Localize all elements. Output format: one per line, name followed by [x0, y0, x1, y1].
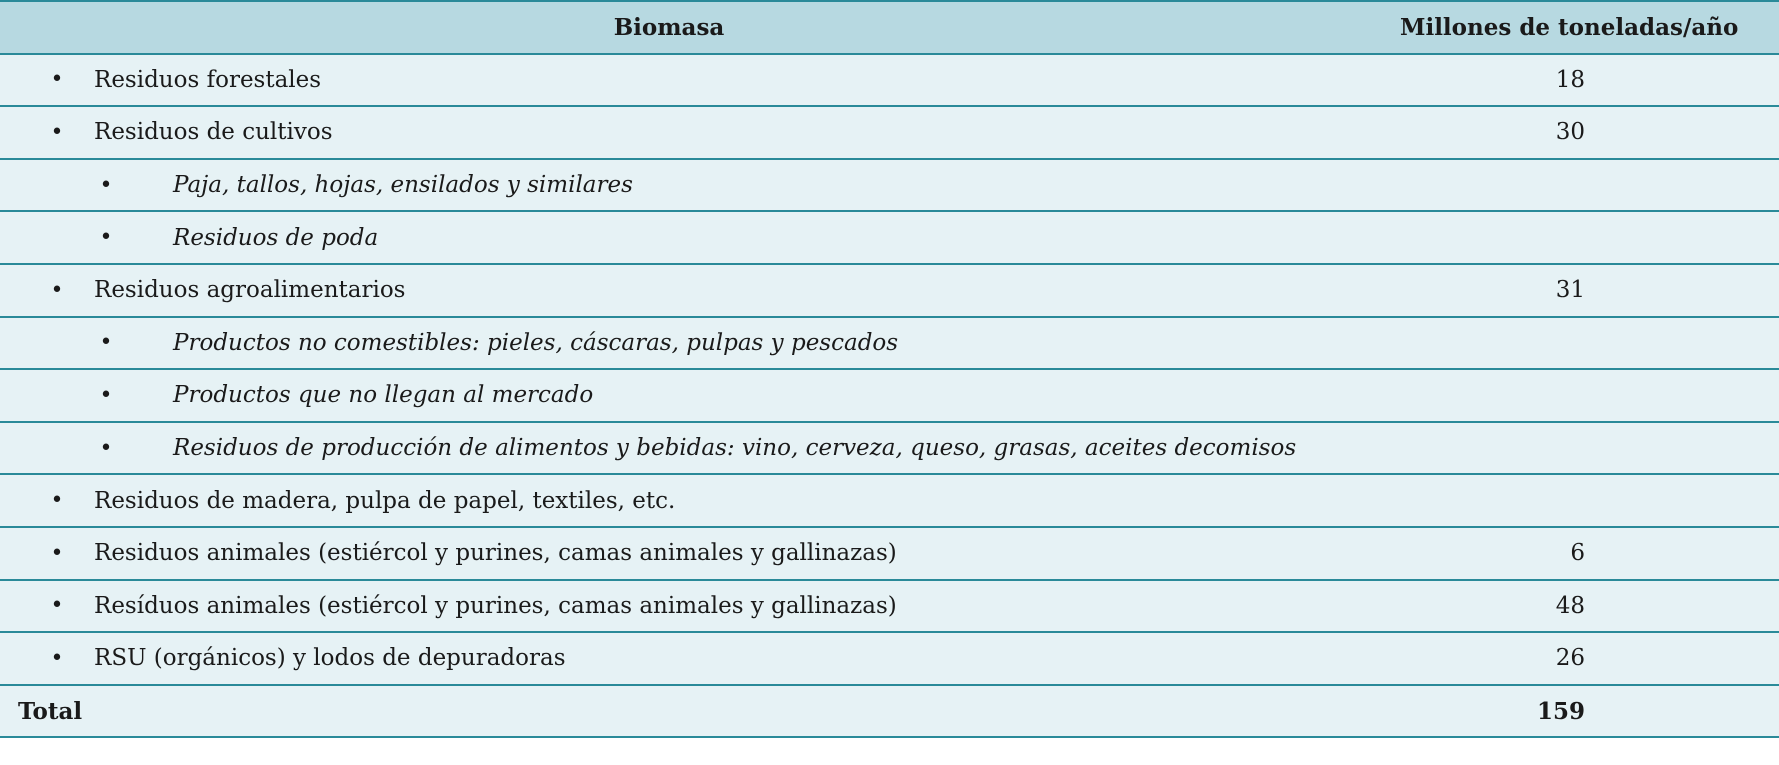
table-row	[0, 581, 1779, 634]
table-row	[0, 370, 1779, 423]
row-label: Productos que no llegan al mercado	[173, 382, 594, 409]
row-value: 48	[1555, 592, 1585, 619]
table-row	[0, 212, 1779, 265]
row-label: Residuos de madera, pulpa de papel, textiles, etc.	[94, 487, 676, 514]
bullet: •	[99, 382, 113, 408]
row-label: RSU (orgánicos) y lodos de depuradoras	[94, 645, 566, 672]
bullet: •	[50, 540, 64, 566]
table-row	[0, 528, 1779, 581]
row-label: Productos no comestibles: pieles, cáscaras, pulpas y pescados	[173, 329, 899, 356]
bullet: •	[50, 67, 64, 93]
bullet: •	[50, 488, 64, 514]
table-row	[0, 318, 1779, 371]
row-label: Residuos agroalimentarios	[94, 277, 406, 304]
row-value: 26	[1555, 645, 1585, 672]
row-label: Resíduos animales (estiércol y purines, camas animales y gallinazas)	[94, 592, 897, 619]
row-value: 18	[1555, 66, 1585, 93]
table-row	[0, 423, 1779, 476]
bullet: •	[50, 277, 64, 303]
row-label: Residuos de producción de alimentos y bebidas: vino, cerveza, queso, grasas, aceites decomisos	[173, 435, 1297, 462]
row-value: 30	[1555, 119, 1585, 146]
row-value: 31	[1555, 277, 1585, 304]
bullet: •	[99, 330, 113, 356]
row-label: Residuos de poda	[173, 224, 379, 251]
bullet: •	[99, 225, 113, 251]
bullet: •	[50, 119, 64, 145]
row-value: 6	[1570, 540, 1585, 567]
row-label: Residuos forestales	[94, 66, 322, 93]
bullet: •	[99, 435, 113, 461]
table-row	[0, 475, 1779, 528]
table-row	[0, 55, 1779, 108]
table-row	[0, 160, 1779, 213]
total-label: Total	[18, 697, 83, 725]
total-value: 159	[1536, 697, 1585, 725]
row-label: Residuos de cultivos	[94, 119, 333, 146]
header-millones: Millones de toneladas/año	[1400, 13, 1739, 41]
table-row	[0, 633, 1779, 686]
table-row	[0, 107, 1779, 160]
table-header	[0, 2, 1779, 55]
row-label: Paja, tallos, hojas, ensilados y similares	[173, 172, 633, 199]
header-biomasa: Biomasa	[613, 13, 725, 41]
bullet: •	[50, 593, 64, 619]
row-label: Residuos animales (estiércol y purines, camas animales y gallinazas)	[94, 540, 897, 567]
total-row	[0, 686, 1779, 739]
bullet: •	[50, 645, 64, 671]
bullet: •	[99, 172, 113, 198]
table-row	[0, 265, 1779, 318]
